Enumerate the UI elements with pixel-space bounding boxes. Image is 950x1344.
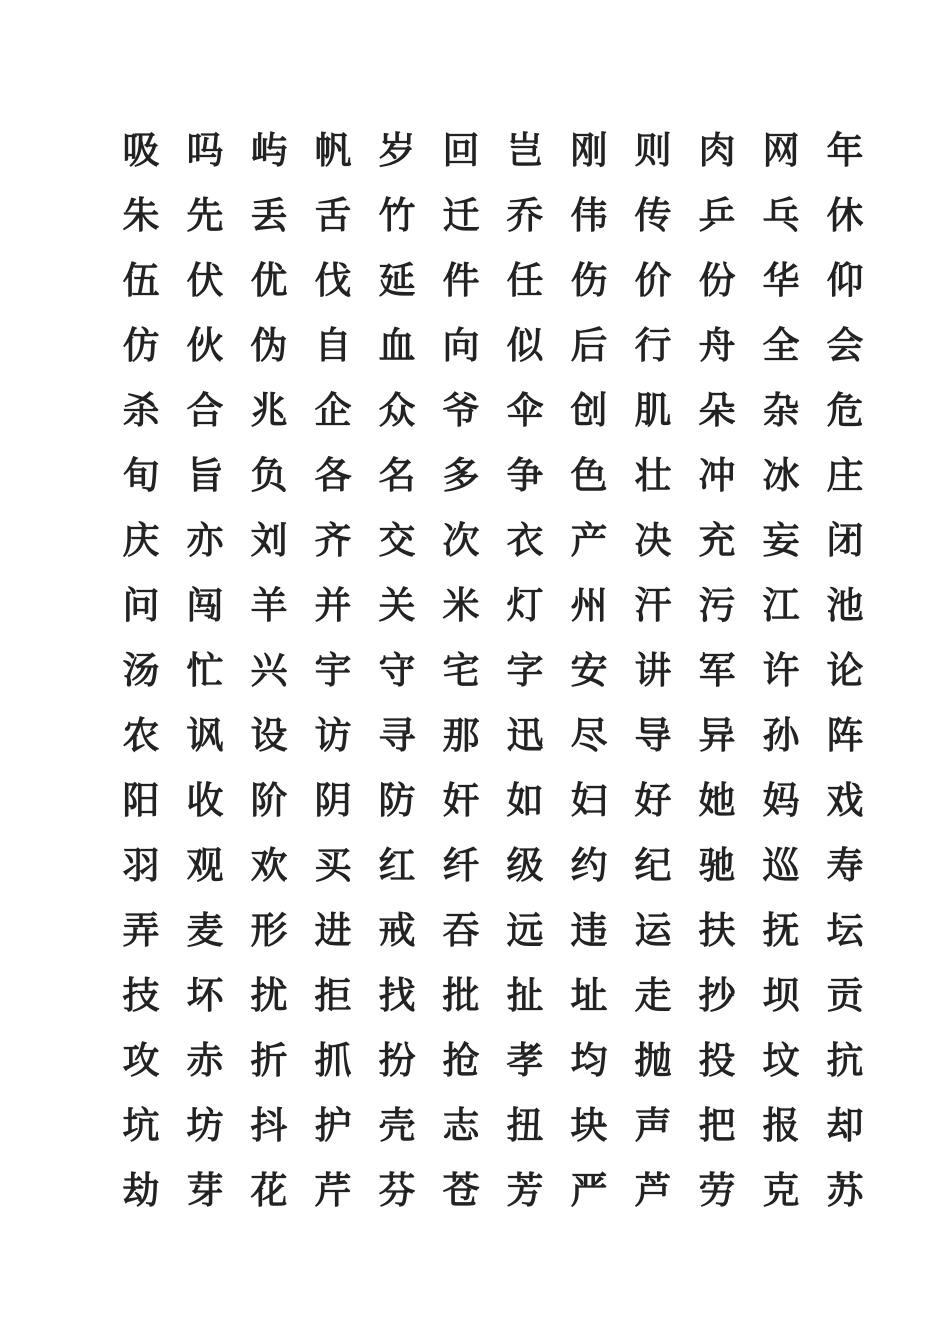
character-cell: 设 xyxy=(250,713,288,757)
character-cell: 报 xyxy=(762,1103,800,1147)
character-cell: 找 xyxy=(378,973,416,1017)
character-cell: 壳 xyxy=(378,1103,416,1147)
character-cell: 延 xyxy=(378,258,416,302)
character-cell: 芳 xyxy=(506,1168,544,1212)
character-cell: 帆 xyxy=(314,128,352,172)
character-cell: 扮 xyxy=(378,1038,416,1082)
character-cell: 芦 xyxy=(634,1168,672,1212)
character-cell: 屿 xyxy=(250,128,288,172)
character-cell: 农 xyxy=(122,713,160,757)
character-cell: 妈 xyxy=(762,778,800,822)
character-cell: 访 xyxy=(314,713,352,757)
character-cell: 阵 xyxy=(826,713,864,757)
character-cell: 拒 xyxy=(314,973,352,1017)
character-cell: 壮 xyxy=(634,453,672,497)
character-cell: 会 xyxy=(826,323,864,367)
character-cell: 杀 xyxy=(122,388,160,432)
character-cell: 军 xyxy=(698,648,736,692)
character-cell: 价 xyxy=(634,258,672,302)
character-cell: 那 xyxy=(442,713,480,757)
character-cell: 先 xyxy=(186,193,224,237)
character-cell: 扶 xyxy=(698,908,736,952)
character-cell: 优 xyxy=(250,258,288,302)
character-cell: 冰 xyxy=(762,453,800,497)
character-cell: 肉 xyxy=(698,128,736,172)
character-cell: 苍 xyxy=(442,1168,480,1212)
character-cell: 冲 xyxy=(698,453,736,497)
character-cell: 克 xyxy=(762,1168,800,1212)
character-cell: 污 xyxy=(698,583,736,627)
character-cell: 竹 xyxy=(378,193,416,237)
character-cell: 色 xyxy=(570,453,608,497)
character-cell: 行 xyxy=(634,323,672,367)
character-cell: 花 xyxy=(250,1168,288,1212)
character-cell: 寿 xyxy=(826,843,864,887)
character-cell: 抄 xyxy=(698,973,736,1017)
character-cell: 闭 xyxy=(826,518,864,562)
character-cell: 迅 xyxy=(506,713,544,757)
character-cell: 弄 xyxy=(122,908,160,952)
character-cell: 坟 xyxy=(762,1038,800,1082)
character-cell: 苏 xyxy=(826,1168,864,1212)
character-cell: 仰 xyxy=(826,258,864,302)
character-cell: 企 xyxy=(314,388,352,432)
character-cell: 守 xyxy=(378,648,416,692)
character-cell: 迁 xyxy=(442,193,480,237)
character-cell: 批 xyxy=(442,973,480,1017)
character-cell: 观 xyxy=(186,843,224,887)
character-cell: 庆 xyxy=(122,518,160,562)
character-cell: 劫 xyxy=(122,1168,160,1212)
character-cell: 伏 xyxy=(186,258,224,302)
character-cell: 奸 xyxy=(442,778,480,822)
character-cell: 则 xyxy=(634,128,672,172)
character-cell: 乓 xyxy=(762,193,800,237)
character-cell: 名 xyxy=(378,453,416,497)
character-cell: 舌 xyxy=(314,193,352,237)
character-cell: 孝 xyxy=(506,1038,544,1082)
character-cell: 声 xyxy=(634,1103,672,1147)
character-cell: 坝 xyxy=(762,973,800,1017)
character-grid xyxy=(109,118,877,1223)
character-cell: 件 xyxy=(442,258,480,302)
character-cell: 技 xyxy=(122,973,160,1017)
character-cell: 巡 xyxy=(762,843,800,887)
character-cell: 似 xyxy=(506,323,544,367)
character-cell: 如 xyxy=(506,778,544,822)
character-cell: 折 xyxy=(250,1038,288,1082)
character-cell: 乔 xyxy=(506,193,544,237)
character-cell: 传 xyxy=(634,193,672,237)
character-cell: 寻 xyxy=(378,713,416,757)
character-cell: 回 xyxy=(442,128,480,172)
character-cell: 抓 xyxy=(314,1038,352,1082)
character-cell: 宅 xyxy=(442,648,480,692)
character-cell: 任 xyxy=(506,258,544,302)
character-cell: 自 xyxy=(314,323,352,367)
character-cell: 纪 xyxy=(634,843,672,887)
character-cell: 阶 xyxy=(250,778,288,822)
character-cell: 址 xyxy=(570,973,608,1017)
character-cell: 把 xyxy=(698,1103,736,1147)
character-cell: 红 xyxy=(378,843,416,887)
character-cell: 收 xyxy=(186,778,224,822)
character-cell: 争 xyxy=(506,453,544,497)
character-cell: 庄 xyxy=(826,453,864,497)
character-cell: 芽 xyxy=(186,1168,224,1212)
character-cell: 伍 xyxy=(122,258,160,302)
character-cell: 戒 xyxy=(378,908,416,952)
character-cell: 买 xyxy=(314,843,352,887)
character-cell: 护 xyxy=(314,1103,352,1147)
character-cell: 坛 xyxy=(826,908,864,952)
character-cell: 宇 xyxy=(314,648,352,692)
character-cell: 她 xyxy=(698,778,736,822)
character-cell: 羊 xyxy=(250,583,288,627)
character-cell: 劳 xyxy=(698,1168,736,1212)
character-cell: 讲 xyxy=(634,648,672,692)
character-cell: 均 xyxy=(570,1038,608,1082)
character-cell: 汤 xyxy=(122,648,160,692)
character-cell: 坏 xyxy=(186,973,224,1017)
character-cell: 州 xyxy=(570,583,608,627)
character-cell: 约 xyxy=(570,843,608,887)
character-cell: 关 xyxy=(378,583,416,627)
character-cell: 级 xyxy=(506,843,544,887)
character-cell: 汗 xyxy=(634,583,672,627)
character-cell: 肌 xyxy=(634,388,672,432)
character-cell: 全 xyxy=(762,323,800,367)
character-cell: 妇 xyxy=(570,778,608,822)
character-cell: 欢 xyxy=(250,843,288,887)
character-cell: 朱 xyxy=(122,193,160,237)
character-cell: 兴 xyxy=(250,648,288,692)
character-cell: 合 xyxy=(186,388,224,432)
character-cell: 抗 xyxy=(826,1038,864,1082)
character-cell: 刘 xyxy=(250,518,288,562)
character-cell: 血 xyxy=(378,323,416,367)
character-cell: 抢 xyxy=(442,1038,480,1082)
character-cell: 闯 xyxy=(186,583,224,627)
character-cell: 走 xyxy=(634,973,672,1017)
character-cell: 扯 xyxy=(506,973,544,1017)
character-cell: 忙 xyxy=(186,648,224,692)
character-cell: 许 xyxy=(762,648,800,692)
character-cell: 众 xyxy=(378,388,416,432)
character-cell: 论 xyxy=(826,648,864,692)
character-cell: 吞 xyxy=(442,908,480,952)
character-cell: 交 xyxy=(378,518,416,562)
character-cell: 朵 xyxy=(698,388,736,432)
character-cell: 池 xyxy=(826,583,864,627)
character-cell: 刚 xyxy=(570,128,608,172)
character-cell: 羽 xyxy=(122,843,160,887)
character-cell: 阴 xyxy=(314,778,352,822)
character-cell: 吸 xyxy=(122,128,160,172)
character-cell: 导 xyxy=(634,713,672,757)
character-cell: 伤 xyxy=(570,258,608,302)
character-cell: 年 xyxy=(826,128,864,172)
character-cell: 扰 xyxy=(250,973,288,1017)
character-cell: 芬 xyxy=(378,1168,416,1212)
character-cell: 丢 xyxy=(250,193,288,237)
character-cell: 芹 xyxy=(314,1168,352,1212)
character-cell: 米 xyxy=(442,583,480,627)
character-cell: 却 xyxy=(826,1103,864,1147)
character-cell: 严 xyxy=(570,1168,608,1212)
character-cell: 份 xyxy=(698,258,736,302)
character-cell: 伙 xyxy=(186,323,224,367)
character-cell: 远 xyxy=(506,908,544,952)
character-cell: 旨 xyxy=(186,453,224,497)
character-cell: 字 xyxy=(506,648,544,692)
character-cell: 抖 xyxy=(250,1103,288,1147)
character-cell: 抛 xyxy=(634,1038,672,1082)
character-cell: 并 xyxy=(314,583,352,627)
character-cell: 伞 xyxy=(506,388,544,432)
character-cell: 投 xyxy=(698,1038,736,1082)
character-cell: 驰 xyxy=(698,843,736,887)
character-cell: 志 xyxy=(442,1103,480,1147)
character-cell: 各 xyxy=(314,453,352,497)
character-cell: 危 xyxy=(826,388,864,432)
character-cell: 爷 xyxy=(442,388,480,432)
character-cell: 运 xyxy=(634,908,672,952)
character-cell: 次 xyxy=(442,518,480,562)
character-cell: 向 xyxy=(442,323,480,367)
character-cell: 安 xyxy=(570,648,608,692)
character-cell: 妄 xyxy=(762,518,800,562)
character-cell: 灯 xyxy=(506,583,544,627)
character-cell: 异 xyxy=(698,713,736,757)
character-cell: 纤 xyxy=(442,843,480,887)
character-cell: 防 xyxy=(378,778,416,822)
character-cell: 坑 xyxy=(122,1103,160,1147)
character-cell: 旬 xyxy=(122,453,160,497)
character-cell: 麦 xyxy=(186,908,224,952)
character-cell: 讽 xyxy=(186,713,224,757)
character-cell: 伟 xyxy=(570,193,608,237)
character-cell: 孙 xyxy=(762,713,800,757)
character-cell: 违 xyxy=(570,908,608,952)
character-cell: 阳 xyxy=(122,778,160,822)
character-cell: 衣 xyxy=(506,518,544,562)
character-cell: 赤 xyxy=(186,1038,224,1082)
character-cell: 形 xyxy=(250,908,288,952)
character-cell: 好 xyxy=(634,778,672,822)
character-cell: 多 xyxy=(442,453,480,497)
character-cell: 华 xyxy=(762,258,800,302)
character-cell: 块 xyxy=(570,1103,608,1147)
character-cell: 充 xyxy=(698,518,736,562)
character-cell: 产 xyxy=(570,518,608,562)
character-cell: 决 xyxy=(634,518,672,562)
character-cell: 负 xyxy=(250,453,288,497)
character-cell: 伪 xyxy=(250,323,288,367)
character-cell: 贡 xyxy=(826,973,864,1017)
character-cell: 岁 xyxy=(378,128,416,172)
character-cell: 扭 xyxy=(506,1103,544,1147)
character-cell: 伐 xyxy=(314,258,352,302)
character-cell: 坊 xyxy=(186,1103,224,1147)
character-cell: 吗 xyxy=(186,128,224,172)
character-cell: 亦 xyxy=(186,518,224,562)
character-cell: 网 xyxy=(762,128,800,172)
character-cell: 创 xyxy=(570,388,608,432)
character-cell: 齐 xyxy=(314,518,352,562)
character-cell: 后 xyxy=(570,323,608,367)
character-cell: 尽 xyxy=(570,713,608,757)
character-cell: 抚 xyxy=(762,908,800,952)
character-cell: 兆 xyxy=(250,388,288,432)
character-cell: 休 xyxy=(826,193,864,237)
character-cell: 杂 xyxy=(762,388,800,432)
character-cell: 问 xyxy=(122,583,160,627)
character-cell: 攻 xyxy=(122,1038,160,1082)
character-cell: 舟 xyxy=(698,323,736,367)
character-cell: 岂 xyxy=(506,128,544,172)
character-cell: 戏 xyxy=(826,778,864,822)
character-cell: 仿 xyxy=(122,323,160,367)
character-cell: 江 xyxy=(762,583,800,627)
character-cell: 进 xyxy=(314,908,352,952)
character-cell: 乒 xyxy=(698,193,736,237)
